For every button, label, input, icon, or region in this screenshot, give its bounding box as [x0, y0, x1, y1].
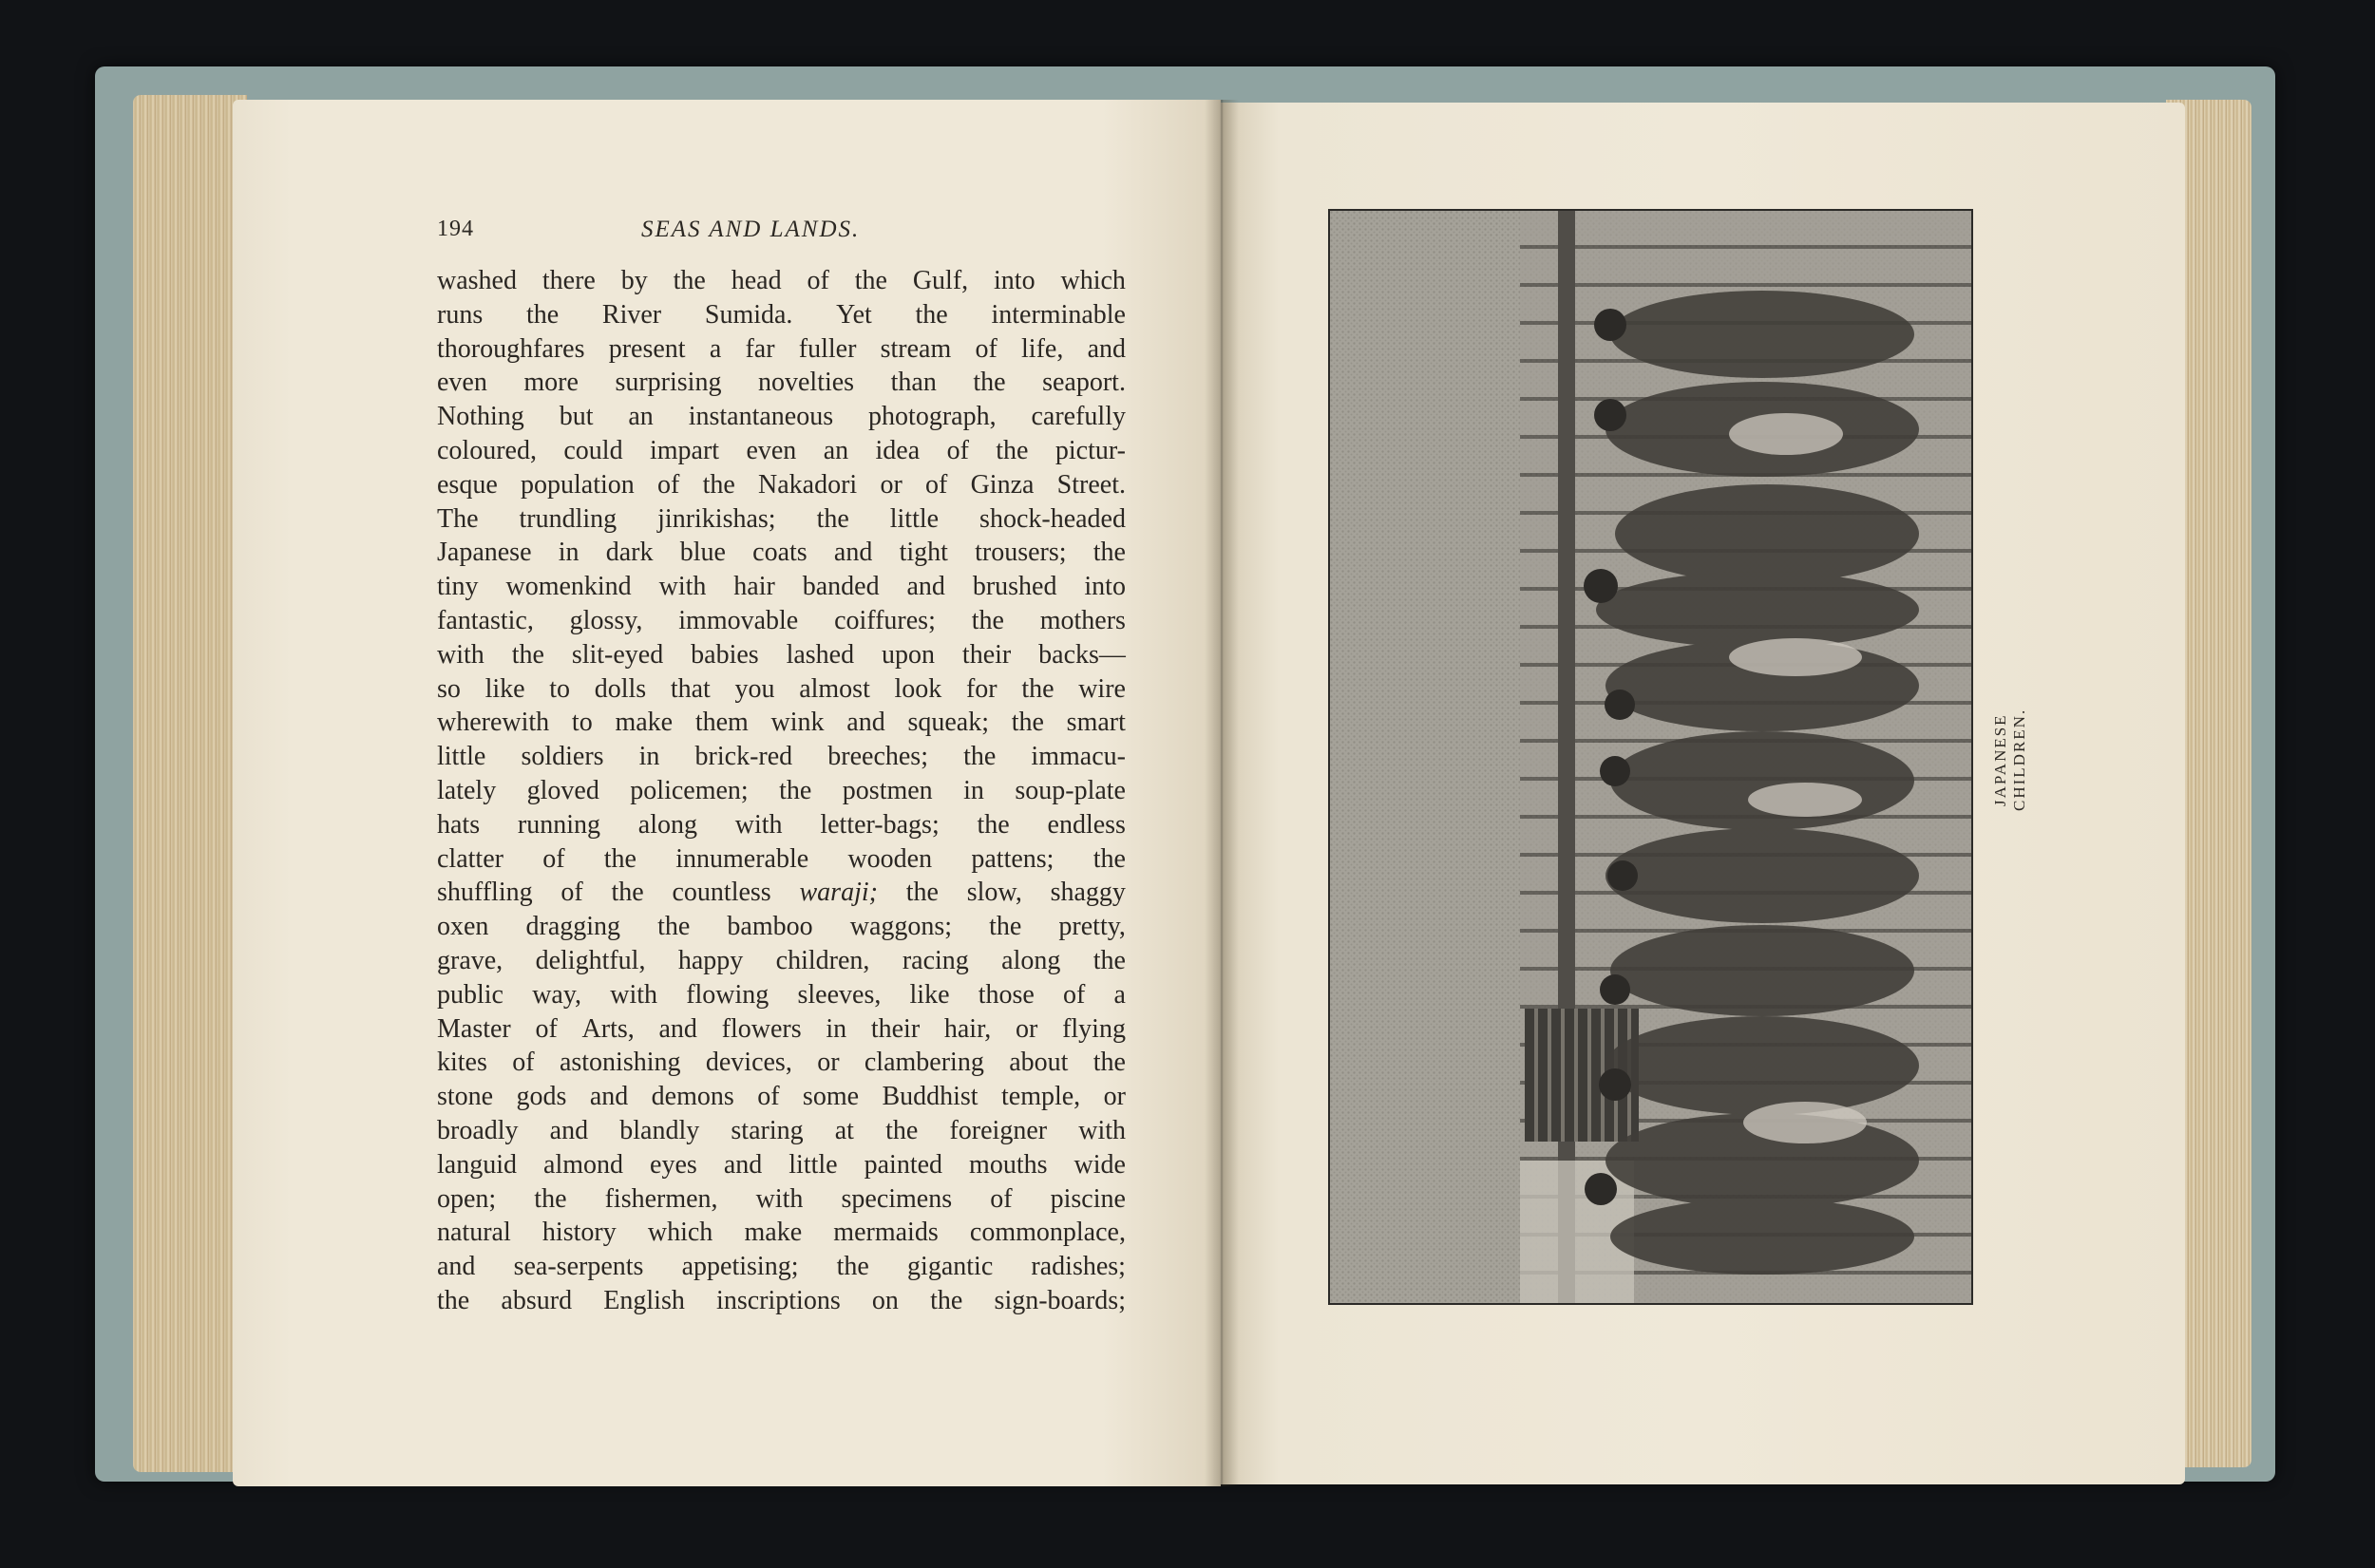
text-line: the absurd English inscriptions on the sign-boards;: [437, 1285, 1126, 1315]
photo-plate-japanese-children: [1328, 209, 1973, 1305]
text-line: with the slit-eyed babies lashed upon their backs—: [437, 639, 1126, 670]
plate-caption: JAPANESE CHILDREN.: [1991, 708, 2028, 812]
text-line: Japanese in dark blue coats and tight trousers; the: [437, 538, 1126, 568]
text-line: washed there by the head of the Gulf, into which: [437, 266, 1126, 295]
text-line: and sea-serpents appetising; the gigantic radishes;: [437, 1252, 1126, 1282]
text-line: languid almond eyes and little painted mouths wide: [437, 1149, 1126, 1180]
text-line: oxen dragging the bamboo waggons; the pretty,: [437, 912, 1126, 942]
running-title: SEAS AND LANDS.: [641, 217, 861, 242]
book-gutter: [1205, 100, 1239, 1486]
text-line: tiny womenkind with hair banded and brushed into: [437, 572, 1126, 602]
text-line: fantastic, glossy, immovable coiffures; the mothers: [437, 605, 1126, 635]
page-edges-left: [133, 95, 247, 1472]
text-line: lately gloved policemen; the postmen in soup-plate: [437, 775, 1126, 805]
text-line: natural history which make mermaids commonplace,: [437, 1218, 1126, 1248]
text-line: The trundling jinrikishas; the little shock-headed: [437, 503, 1126, 534]
halftone-photo: [1330, 211, 1971, 1303]
text-line: open; the fishermen, with specimens of piscine: [437, 1183, 1126, 1214]
text-line: so like to dolls that you almost look for the wire: [437, 673, 1126, 704]
text-line: runs the River Sumida. Yet the interminable: [437, 299, 1126, 330]
text-line: broadly and blandly staring at the foreigner with: [437, 1115, 1126, 1145]
text-line: hats running along with letter-bags; the endless: [437, 809, 1126, 840]
text-line: grave, delightful, happy children, racing along the: [437, 945, 1126, 975]
page-number: 194: [437, 217, 474, 241]
text-line: little soldiers in brick-red breeches; the immacu-: [437, 742, 1126, 772]
italic-word: waraji;: [799, 878, 878, 908]
text-line: thoroughfares present a far fuller stream of life, and: [437, 333, 1126, 364]
body-text: [437, 264, 1126, 1318]
text-line: stone gods and demons of some Buddhist temple, or: [437, 1082, 1126, 1112]
text-line: esque population of the Nakadori or of Ginza Street.: [437, 469, 1126, 500]
running-head: [437, 217, 1126, 255]
text-line: coloured, could impart even an idea of the pictur-: [437, 435, 1126, 465]
text-line: clatter of the innumerable wooden pattens; the: [437, 843, 1126, 874]
text-line: shuffling of the countless waraji; the slow, shaggy: [437, 876, 1126, 910]
text-line: wherewith to make them wink and squeak; the smart: [437, 708, 1126, 738]
text-line: even more surprising novelties than the seaport.: [437, 368, 1126, 398]
text-line: public way, with flowing sleeves, like those of a: [437, 979, 1126, 1010]
text-line: Master of Arts, and flowers in their hair, or flying: [437, 1013, 1126, 1044]
text-line: Nothing but an instantaneous photograph, carefully: [437, 402, 1126, 432]
text-line: kites of astonishing devices, or clambering about the: [437, 1048, 1126, 1078]
